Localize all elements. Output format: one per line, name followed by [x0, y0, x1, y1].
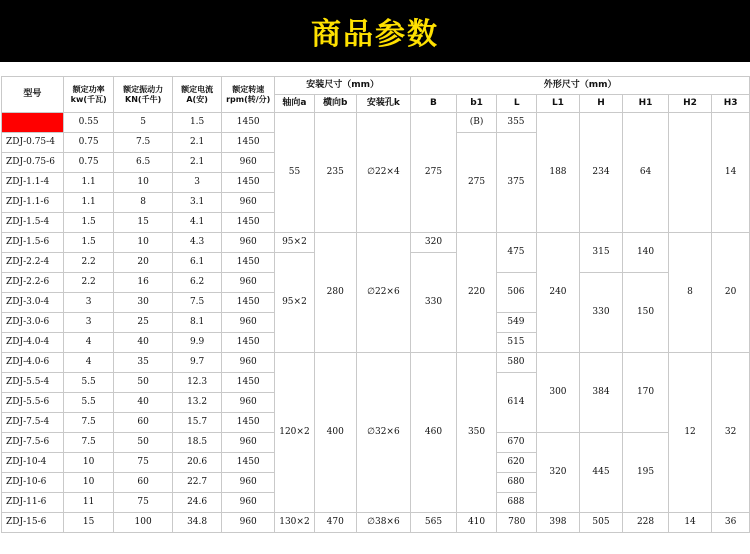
power-cell: 7.5	[63, 413, 114, 433]
current-cell: 6.2	[172, 273, 222, 293]
dim-a-cell: 120×2	[275, 353, 315, 513]
dim-H-cell: 445	[579, 433, 623, 513]
col-header-B: B	[411, 95, 457, 113]
model-cell: ZDJ-7.5-6	[2, 433, 64, 453]
dim-b1-cell: 350	[456, 353, 497, 513]
current-cell: 3.1	[172, 193, 222, 213]
col-header-L: L	[497, 95, 537, 113]
model-cell: ZDJ-11-6	[2, 493, 64, 513]
dim-k-cell: ∅22×4	[356, 113, 411, 233]
dim-H2-cell	[668, 113, 712, 233]
force-cell: 20	[114, 253, 172, 273]
current-cell: 4.3	[172, 233, 222, 253]
speed-cell: 1450	[222, 293, 275, 313]
speed-cell: 960	[222, 433, 275, 453]
power-cell: 10	[63, 453, 114, 473]
force-cell: 40	[114, 393, 172, 413]
force-cell: 30	[114, 293, 172, 313]
col-header-b1: b1	[456, 95, 497, 113]
force-cell: 35	[114, 353, 172, 373]
power-cell: 3	[63, 313, 114, 333]
col-header-k: 安装孔k	[356, 95, 411, 113]
speed-cell: 960	[222, 473, 275, 493]
current-cell: 34.8	[172, 513, 222, 533]
speed-cell: 960	[222, 513, 275, 533]
dim-L-cell: 670	[497, 433, 537, 453]
dim-L-cell: 475	[497, 233, 537, 273]
dim-a-cell: 55	[275, 113, 315, 233]
speed-cell: 1450	[222, 113, 275, 133]
force-cell: 10	[114, 173, 172, 193]
dim-H-cell: 384	[579, 353, 623, 433]
power-cell: 7.5	[63, 433, 114, 453]
speed-cell: 1450	[222, 453, 275, 473]
current-cell: 24.6	[172, 493, 222, 513]
dim-H-cell: 505	[579, 513, 623, 533]
col-header-b: 横向b	[314, 95, 356, 113]
dim-H2-cell: 14	[668, 513, 712, 533]
speed-cell: 960	[222, 313, 275, 333]
current-cell: 1.5	[172, 113, 222, 133]
dim-L1-cell: 398	[537, 513, 580, 533]
speed-cell: 960	[222, 153, 275, 173]
force-cell: 60	[114, 413, 172, 433]
col-header-H2: H2	[668, 95, 712, 113]
force-cell: 75	[114, 493, 172, 513]
force-cell: 10	[114, 233, 172, 253]
dim-a-cell: 130×2	[275, 513, 315, 533]
force-cell: 25	[114, 313, 172, 333]
power-cell: 0.75	[63, 133, 114, 153]
power-cell: 1.1	[63, 193, 114, 213]
dim-H1-cell: 64	[623, 113, 669, 233]
current-cell: 6.1	[172, 253, 222, 273]
dim-L1-cell: 320	[537, 433, 580, 513]
model-cell: ZDJ-1.5-4	[2, 213, 64, 233]
force-cell: 50	[114, 433, 172, 453]
model-cell: ZDJ-2.2-6	[2, 273, 64, 293]
force-cell: 40	[114, 333, 172, 353]
speed-cell: 960	[222, 233, 275, 253]
spec-table	[1, 76, 750, 533]
dim-b-cell: 400	[314, 353, 356, 513]
dim-L-cell: 620	[497, 453, 537, 473]
model-cell: ZDJ-0.75-4	[2, 133, 64, 153]
dim-L1-cell: 240	[537, 233, 580, 353]
dim-L-cell: 355	[497, 113, 537, 133]
col-header-speed: 额定转速 rpm(转/分)	[222, 77, 275, 113]
dim-k-cell: ∅38×6	[356, 513, 411, 533]
speed-cell: 960	[222, 493, 275, 513]
col-header-H1: H1	[623, 95, 669, 113]
dim-L-cell: 780	[497, 513, 537, 533]
col-header-model: 型号	[2, 77, 64, 113]
dim-H-cell: 330	[579, 273, 623, 353]
dim-H1-cell: 195	[623, 433, 669, 513]
dim-B-cell: 275	[411, 113, 457, 233]
power-cell: 0.75	[63, 153, 114, 173]
col-header-H: H	[579, 95, 623, 113]
speed-cell: 1450	[222, 333, 275, 353]
model-cell: ZDJ-7.5-4	[2, 413, 64, 433]
dim-b-cell: 235	[314, 113, 356, 233]
dim-b1-cell: (B)	[456, 113, 497, 133]
col-header-current: 额定电流 A(安)	[172, 77, 222, 113]
dim-L-cell: 515	[497, 333, 537, 353]
dim-L1-cell: 300	[537, 353, 580, 433]
dim-L-cell: 614	[497, 373, 537, 433]
col-group-install: 安装尺寸（mm）	[275, 77, 411, 95]
power-cell: 2.2	[63, 273, 114, 293]
power-cell: 1.5	[63, 233, 114, 253]
speed-cell: 1450	[222, 253, 275, 273]
dim-b-cell: 280	[314, 233, 356, 353]
speed-cell: 1450	[222, 133, 275, 153]
dim-H3-cell: 20	[712, 233, 750, 353]
current-cell: 4.1	[172, 213, 222, 233]
dim-L-cell: 580	[497, 353, 537, 373]
power-cell: 5.5	[63, 393, 114, 413]
force-cell: 15	[114, 213, 172, 233]
current-cell: 9.7	[172, 353, 222, 373]
col-header-force: 额定振动力 KN(千牛)	[114, 77, 172, 113]
model-cell: ZDJ-4.0-6	[2, 353, 64, 373]
dim-a-cell: 95×2	[275, 233, 315, 253]
power-cell: 1.1	[63, 173, 114, 193]
model-cell: ZDJ-4.0-4	[2, 333, 64, 353]
model-cell: ZDJ-10-4	[2, 453, 64, 473]
dim-k-cell: ∅22×6	[356, 233, 411, 353]
speed-cell: 960	[222, 273, 275, 293]
force-cell: 75	[114, 453, 172, 473]
col-header-power: 额定功率 kw(千瓦)	[63, 77, 114, 113]
dim-H1-cell: 228	[623, 513, 669, 533]
power-cell: 5.5	[63, 373, 114, 393]
dim-B-cell: 330	[411, 253, 457, 353]
dim-H3-cell: 36	[712, 513, 750, 533]
force-cell: 16	[114, 273, 172, 293]
dim-a-cell: 95×2	[275, 253, 315, 353]
speed-cell: 1450	[222, 413, 275, 433]
col-header-a: 轴向a	[275, 95, 315, 113]
dim-H1-cell: 140	[623, 233, 669, 273]
dim-L-cell: 680	[497, 473, 537, 493]
model-cell: ZDJ-5.5-4	[2, 373, 64, 393]
current-cell: 3	[172, 173, 222, 193]
force-cell: 50	[114, 373, 172, 393]
speed-cell: 1450	[222, 213, 275, 233]
power-cell: 4	[63, 353, 114, 373]
dim-L-cell: 506	[497, 273, 537, 313]
power-cell: 10	[63, 473, 114, 493]
col-header-L1: L1	[537, 95, 580, 113]
current-cell: 8.1	[172, 313, 222, 333]
speed-cell: 1450	[222, 173, 275, 193]
speed-cell: 960	[222, 193, 275, 213]
col-header-H3: H3	[712, 95, 750, 113]
dim-H-cell: 315	[579, 233, 623, 273]
model-cell: ZDJ-5.5-6	[2, 393, 64, 413]
model-cell: ZDJ-1.1-6	[2, 193, 64, 213]
current-cell: 13.2	[172, 393, 222, 413]
current-cell: 22.7	[172, 473, 222, 493]
model-cell: ZDJ-10-6	[2, 473, 64, 493]
dim-B-cell: 320	[411, 233, 457, 253]
speed-cell: 960	[222, 393, 275, 413]
current-cell: 20.6	[172, 453, 222, 473]
dim-H3-cell: 14	[712, 113, 750, 233]
dim-b1-cell: 410	[456, 513, 497, 533]
speed-cell: 960	[222, 353, 275, 373]
dim-H-cell: 234	[579, 113, 623, 233]
force-cell: 100	[114, 513, 172, 533]
force-cell: 5	[114, 113, 172, 133]
power-cell: 2.2	[63, 253, 114, 273]
model-cell: ZDJ-0.75-6	[2, 153, 64, 173]
power-cell: 11	[63, 493, 114, 513]
force-cell: 6.5	[114, 153, 172, 173]
dim-L1-cell: 188	[537, 113, 580, 233]
model-cell: ZDJ-1.5-6	[2, 233, 64, 253]
current-cell: 2.1	[172, 153, 222, 173]
current-cell: 2.1	[172, 133, 222, 153]
force-cell: 8	[114, 193, 172, 213]
model-cell: ZDJ-2.2-4	[2, 253, 64, 273]
model-cell: ZDJ-15-6	[2, 513, 64, 533]
force-cell: 7.5	[114, 133, 172, 153]
dim-H1-cell: 150	[623, 273, 669, 353]
dim-B-cell: 460	[411, 353, 457, 513]
speed-cell: 1450	[222, 373, 275, 393]
current-cell: 12.3	[172, 373, 222, 393]
power-cell: 15	[63, 513, 114, 533]
dim-H1-cell: 170	[623, 353, 669, 433]
banner-title: 商品参数	[311, 17, 439, 52]
power-cell: 1.5	[63, 213, 114, 233]
model-cell	[2, 113, 64, 133]
title-banner	[0, 0, 750, 62]
col-group-outline: 外形尺寸（mm）	[411, 77, 750, 95]
power-cell: 4	[63, 333, 114, 353]
power-cell: 3	[63, 293, 114, 313]
model-cell: ZDJ-3.0-6	[2, 313, 64, 333]
dim-b-cell: 470	[314, 513, 356, 533]
dim-b1-cell: 275	[456, 133, 497, 233]
dim-k-cell: ∅32×6	[356, 353, 411, 513]
model-cell: ZDJ-1.1-4	[2, 173, 64, 193]
dim-H2-cell: 8	[668, 233, 712, 353]
model-cell: ZDJ-3.0-4	[2, 293, 64, 313]
dim-B-cell: 565	[411, 513, 457, 533]
current-cell: 7.5	[172, 293, 222, 313]
current-cell: 15.7	[172, 413, 222, 433]
force-cell: 60	[114, 473, 172, 493]
dim-L-cell: 375	[497, 133, 537, 233]
dim-L-cell: 688	[497, 493, 537, 513]
current-cell: 9.9	[172, 333, 222, 353]
dim-L-cell: 549	[497, 313, 537, 333]
power-cell: 0.55	[63, 113, 114, 133]
dim-b1-cell: 220	[456, 233, 497, 353]
dim-H2-cell: 12	[668, 353, 712, 513]
dim-H3-cell: 32	[712, 353, 750, 513]
current-cell: 18.5	[172, 433, 222, 453]
